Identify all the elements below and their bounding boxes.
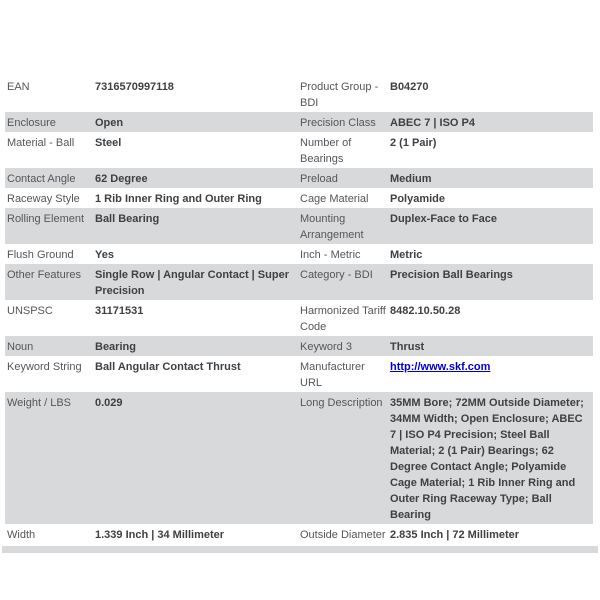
attribute-value-right: 2.835 Inch | 72 Millimeter [390, 529, 520, 541]
attribute-label-right: Outside Diameter [300, 529, 386, 541]
attribute-label-right: Long Description [300, 397, 383, 409]
attribute-label-right: Category - BDI [300, 269, 373, 281]
attribute-label-left: Keyword String [7, 361, 82, 373]
attribute-value-left: Yes [95, 249, 114, 261]
attribute-label-right: Inch - Metric [300, 249, 361, 261]
attribute-value-right: B04270 [390, 81, 429, 93]
attribute-value-right: Precision Ball Bearings [390, 269, 513, 281]
attribute-label-left: Weight / LBS [7, 397, 71, 409]
attribute-value-left: 7316570997118 [95, 81, 174, 93]
spec-row [5, 524, 593, 544]
attribute-label-left: Width [7, 529, 36, 541]
attribute-value-right: Polyamide [390, 193, 446, 205]
attribute-value-left: Single Row | Angular Contact | Super Precision [95, 269, 289, 297]
attribute-value-right: Metric [390, 249, 423, 261]
attribute-label-left: UNSPSC [7, 305, 53, 317]
spec-row [5, 336, 593, 356]
attribute-value-right: 8482.10.50.28 [390, 305, 461, 317]
spec-row [5, 264, 593, 300]
spec-row [5, 356, 593, 392]
spec-row [5, 76, 593, 112]
attribute-value-left: 1 Rib Inner Ring and Outer Ring [95, 193, 262, 205]
attribute-label-left: Rolling Element [7, 213, 85, 225]
attribute-value-right: 35MM Bore; 72MM Outside Diameter; 34MM Width; Open Enclosure; ABEC 7 | ISO P4 Precision; Steel Ball Material; 2 (1 Pair) Bearings; 62 Degree Contact Angle; Polyamide Cage Material; 1 Rib Inner Ring and Outer Ring Raceway Type; Ball Bearing [390, 397, 584, 521]
attribute-label-left: Enclosure [7, 117, 56, 129]
attribute-value-left: Steel [95, 137, 122, 149]
spec-row [5, 132, 593, 168]
attribute-value-left: Bearing [95, 341, 136, 353]
attribute-value-left: Ball Bearing [95, 213, 160, 225]
spec-row [5, 392, 593, 524]
attribute-label-right: Keyword 3 [300, 341, 352, 353]
spec-row [5, 168, 593, 188]
spec-row [5, 300, 593, 336]
attribute-label-left: Contact Angle [7, 173, 76, 185]
table-footer-bar [2, 546, 598, 553]
attribute-label-right: Number of Bearings [300, 137, 352, 165]
attribute-value-right: Duplex-Face to Face [390, 213, 497, 225]
attribute-value-right: Medium [390, 173, 432, 185]
attribute-label-left: Noun [7, 341, 34, 353]
spec-row [5, 188, 593, 208]
attribute-label-left: Raceway Style [7, 193, 80, 205]
attribute-label-right: Harmonized Tariff Code [300, 305, 386, 333]
spec-row [5, 112, 593, 132]
attribute-label-left: EAN [7, 81, 30, 93]
attribute-value-left: Open [95, 117, 124, 129]
attribute-value-right: 2 (1 Pair) [390, 137, 437, 149]
spec-row [5, 208, 593, 244]
attribute-label-right: Cage Material [300, 193, 369, 205]
attribute-label-right: Mounting Arrangement [300, 213, 364, 241]
attribute-label-right: Precision Class [300, 117, 376, 129]
attribute-value-left: Ball Angular Contact Thrust [95, 361, 241, 373]
attribute-value-right: ABEC 7 | ISO P4 [390, 117, 475, 129]
attribute-label-right: Manufacturer URL [300, 361, 365, 389]
spec-row [5, 244, 593, 264]
attribute-label-left: Material - Ball [7, 137, 75, 149]
attribute-value-left: 31171531 [95, 305, 144, 317]
attribute-value-left: 62 Degree [95, 173, 148, 185]
attribute-label-right: Preload [300, 173, 338, 185]
attribute-value-right: Thrust [390, 341, 425, 353]
attribute-label-left: Other Features [7, 269, 81, 281]
attribute-label-right: Product Group - BDI [300, 81, 379, 109]
spec-table [5, 76, 593, 544]
attribute-value-left: 1.339 Inch | 34 Millimeter [95, 529, 225, 541]
attribute-value-left: 0.029 [95, 397, 123, 409]
attribute-label-left: Flush Ground [7, 249, 74, 261]
manufacturer-url-link[interactable]: http://www.skf.com [390, 361, 491, 373]
attribute-value-right [390, 356, 593, 392]
